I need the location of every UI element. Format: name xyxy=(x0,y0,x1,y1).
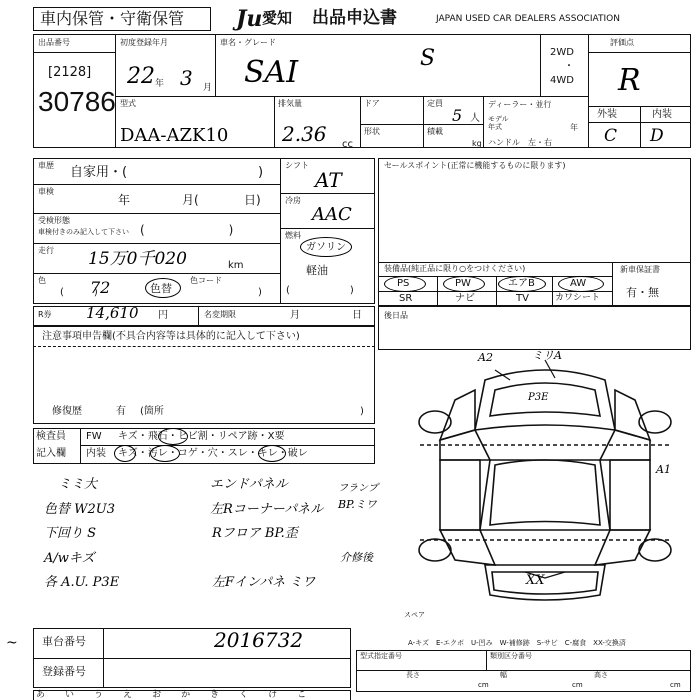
car-name: SAI xyxy=(244,55,299,90)
footer-char: う xyxy=(94,690,104,700)
equip-aw-circle xyxy=(558,276,604,292)
reg-year: 22 xyxy=(127,64,155,89)
model-year-label: モデル 年式 xyxy=(488,115,509,131)
width-unit: cm xyxy=(572,681,583,689)
name-change-month: 月 xyxy=(290,310,300,321)
mileage-unit: km xyxy=(228,260,244,271)
post-install-box xyxy=(378,306,691,350)
remark-line: 左Rコーナーパネル xyxy=(210,502,324,517)
capacity-value: 5 xyxy=(452,106,463,125)
remark-line: 介修後 xyxy=(340,551,373,564)
remark-line: ミミ大 xyxy=(58,477,98,492)
shift-label: シフト xyxy=(285,161,309,170)
damage-mark: A2 xyxy=(478,351,493,364)
two-wd: 2WD xyxy=(550,47,574,58)
remark-line: 下回り S xyxy=(44,526,97,541)
inspection-day: 日) xyxy=(244,193,261,207)
color-changed-circle xyxy=(145,278,181,298)
interior-hole-circle xyxy=(258,445,286,462)
reg-month-unit: 月 xyxy=(203,83,213,93)
first-reg-label: 初度登録年月 xyxy=(120,38,168,47)
shift-value: AT xyxy=(315,168,342,192)
margin-scribble: ~ xyxy=(6,635,18,651)
color-value: 72 xyxy=(90,278,111,297)
inspection-label: 車検 xyxy=(38,187,54,196)
capacity-label: 定員 xyxy=(427,99,443,108)
mileage-label: 走行 xyxy=(38,246,54,255)
receipt-note: 車検付きのみ記入して下さい xyxy=(38,228,129,236)
height-label: 高さ xyxy=(594,671,608,679)
four-wd: 4WD xyxy=(550,75,574,86)
lot-number: 30786 xyxy=(38,86,116,117)
interior-value: D xyxy=(650,126,664,146)
reg-number-label: 登録番号 xyxy=(42,665,86,678)
displacement-label: 排気量 xyxy=(278,99,302,108)
repair-label: 修復歴 xyxy=(52,406,82,417)
lot-label: 出品番号 xyxy=(38,38,70,47)
entry-label: 記入欄 xyxy=(36,448,66,459)
equip-airbag: エアB xyxy=(508,278,535,289)
inspector-label: 検査員 xyxy=(36,431,66,442)
org-name: 愛知 xyxy=(262,9,293,27)
footer-char: く xyxy=(239,690,249,700)
width-label: 幅 xyxy=(500,671,507,679)
chassis-value: 2016732 xyxy=(214,628,304,652)
reg-year-unit: 年 xyxy=(155,79,165,89)
equip-leather-seat: カワシート xyxy=(555,293,601,303)
remark-line: フランプ xyxy=(338,483,378,494)
damage-mark: A1 xyxy=(656,463,671,476)
load-label: 積載 xyxy=(427,127,443,136)
category-label: 類別区分番号 xyxy=(490,652,532,660)
interior-defect-label: 内装 xyxy=(86,448,106,459)
fuel-circle xyxy=(300,237,352,257)
equip-pw: PW xyxy=(455,278,471,289)
post-install-label: 後日品 xyxy=(384,311,408,320)
remark-line: 左Fインパネ ミワ xyxy=(212,575,316,590)
remark-line: BP.ミワ xyxy=(338,498,377,511)
remark-line: 各 A.U. P3E xyxy=(44,575,120,590)
footer-char: え xyxy=(123,690,133,700)
color-code-label: 色コード xyxy=(190,276,222,285)
color-label: 色 xyxy=(38,276,46,285)
type-value: DAA-AZK10 xyxy=(120,125,229,146)
fw-items: キズ・飛石・ヒビ割・リペア跡・X要 xyxy=(118,431,285,442)
capacity-unit: 人 xyxy=(470,113,480,124)
interior-items: キズ・汚レ・コゲ・穴・スレ・キレ・破レ xyxy=(118,448,308,459)
interior-label: 内装 xyxy=(652,109,672,120)
recycle-label: R券 xyxy=(38,310,52,319)
equip-ps-circle xyxy=(384,276,426,292)
name-label: 車名・グレード xyxy=(220,38,276,47)
door-label: ドア xyxy=(364,99,380,108)
car-body-diagram xyxy=(400,350,690,610)
exterior-value: C xyxy=(604,126,618,146)
remark-line: 色替 W2U3 xyxy=(44,502,115,517)
receipt-parens: ( ) xyxy=(140,223,234,237)
footer-char: こ xyxy=(297,690,307,700)
equip-ps: PS xyxy=(397,278,410,289)
spare-label: スペア xyxy=(404,611,425,619)
mileage-value: 15万0千020 xyxy=(88,249,187,269)
association-name: JAPAN USED CAR DEALERS ASSOCIATION xyxy=(436,14,620,24)
damage-mark: XX xyxy=(526,573,545,588)
equip-airbag-circle xyxy=(498,276,546,292)
ju-logo-mark: Ju xyxy=(236,6,263,32)
color-changed: 色替 xyxy=(150,282,172,295)
remark-line: エンドパネル xyxy=(210,477,288,492)
equip-pw-circle xyxy=(443,276,485,292)
footer-char: か xyxy=(181,690,191,700)
remark-line: A/wキズ xyxy=(44,551,95,566)
length-unit: cm xyxy=(478,681,489,689)
name-change-day: 日 xyxy=(352,310,362,321)
equip-tv: TV xyxy=(516,293,529,304)
displacement-unit: cc xyxy=(342,139,353,150)
type-label: 型式 xyxy=(120,99,136,108)
footer-char: き xyxy=(210,690,220,700)
fw-label: FW xyxy=(86,431,102,442)
storage-label: 車内保管・守衛保管 xyxy=(40,9,185,28)
interior-scratch-circle xyxy=(114,445,136,462)
fuel-parens: ( ) xyxy=(286,285,354,296)
car-grade: S xyxy=(420,46,436,71)
footer-char: あ xyxy=(36,690,46,700)
repair-place: (箇所 xyxy=(140,406,164,417)
model-year-unit: 年 xyxy=(570,123,578,132)
drive-dot: ・ xyxy=(564,61,574,72)
shape-label: 形状 xyxy=(364,127,380,136)
footer-chars xyxy=(36,691,306,700)
footer-char: お xyxy=(152,690,162,700)
recycle-unit: 円 xyxy=(158,310,168,321)
lot-code: [2128] xyxy=(48,65,92,80)
fuel-label: 燃料 xyxy=(285,231,301,240)
length-label: 長さ xyxy=(406,671,420,679)
type-spec-label: 型式指定番号 xyxy=(360,652,402,660)
warranty-label: 新車保証書 xyxy=(620,265,660,274)
inspection-month: 月( xyxy=(182,193,199,207)
dealer-label: ディーラー・並行 xyxy=(488,100,552,109)
equip-aw: AW xyxy=(570,278,587,289)
name-change-label: 名変期限 xyxy=(204,310,236,319)
fuel-diesel: 軽油 xyxy=(306,264,328,277)
ju-logo xyxy=(236,6,262,32)
chassis-label: 車台番号 xyxy=(42,635,86,648)
equip-navi: ナビ xyxy=(455,293,475,304)
load-unit: kg xyxy=(472,139,482,148)
sales-point-label: セールスポイント(正常に機能するものに限ります) xyxy=(384,161,566,170)
damage-mark: P3E xyxy=(528,392,549,403)
history-label: 車歴 xyxy=(38,161,54,170)
repair-value: 有 xyxy=(116,406,126,417)
remark-line: Rフロア BP.歪 xyxy=(212,526,298,541)
damage-legend: A-キズ E-エクボ U-凹み W-補修跡 S-サビ C-腐食 XX-交換済 xyxy=(408,639,626,647)
form-title: 出品申込書 xyxy=(312,8,397,28)
exterior-label: 外装 xyxy=(597,109,617,120)
ac-value: AAC xyxy=(312,204,352,225)
reg-month: 3 xyxy=(180,66,193,90)
fw-stone-circle xyxy=(158,428,188,445)
repair-close: ) xyxy=(360,406,364,417)
ac-label: 冷房 xyxy=(285,196,301,205)
height-unit: cm xyxy=(670,681,681,689)
score-value: R xyxy=(618,63,641,98)
equipment-label: 装備品(純正品に限り○をつけください) xyxy=(384,264,526,273)
handle-label: ハンドル 左・右 xyxy=(488,138,552,147)
notes-label: 注意事項申告欄(不具合内容等は具体的に記入して下さい) xyxy=(42,331,300,342)
receipt-label: 受検形態 xyxy=(38,216,70,225)
history-value: 自家用・( xyxy=(70,165,128,180)
inspection-year: 年 xyxy=(118,193,131,207)
equip-sr: SR xyxy=(399,293,413,304)
score-label: 評価点 xyxy=(610,38,634,47)
displacement-value: 2.36 xyxy=(282,122,327,146)
color-parens: ( ) xyxy=(60,287,98,298)
color-parens-close: ) xyxy=(258,287,262,298)
footer-char: け xyxy=(268,690,278,700)
damage-mark: ミリA xyxy=(532,349,562,362)
interior-dirt-circle xyxy=(150,445,180,462)
warranty-value: 有・無 xyxy=(626,286,659,299)
fuel-value: ガソリン xyxy=(306,242,346,253)
history-close: ) xyxy=(258,165,264,180)
footer-char: い xyxy=(65,690,75,700)
recycle-value: 14,610 xyxy=(86,304,139,322)
